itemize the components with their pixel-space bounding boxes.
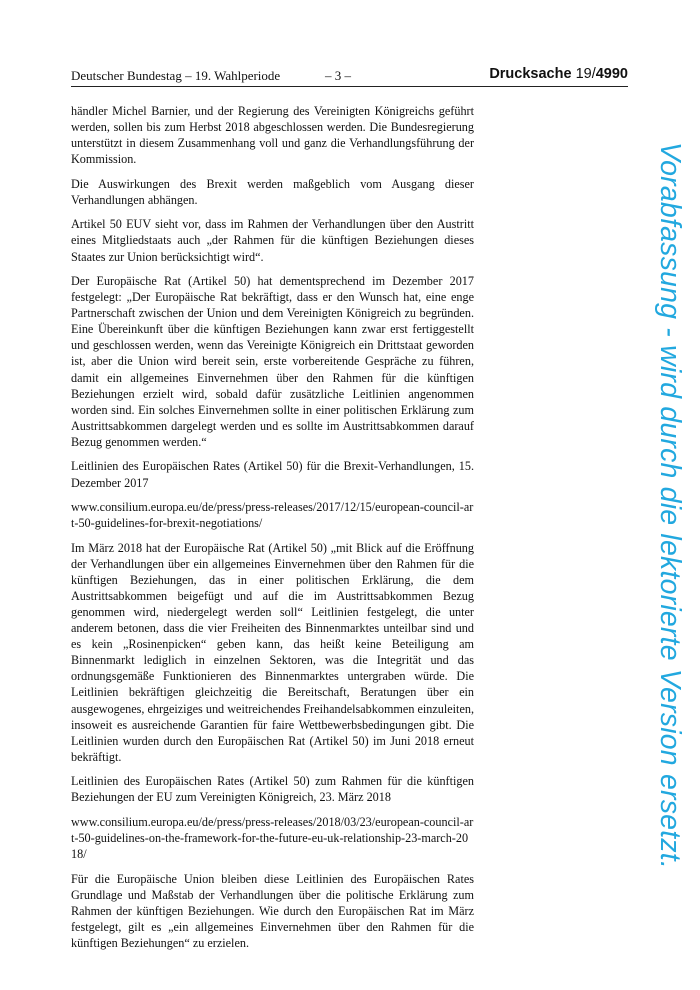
preliminary-version-stamp <box>652 105 688 905</box>
citation: Leitlinien des Europäischen Rates (Artikel 50) für die Brexit-Verhandlungen, 15. Dezember 2017 <box>71 459 474 490</box>
header-doc-label: Drucksache <box>489 66 572 82</box>
header-parliament: Deutscher Bundestag – 19. Wahlperiode <box>71 68 281 83</box>
page-header <box>71 66 628 87</box>
citation-url: www.consilium.europa.eu/de/press/press-releases/2018/03/23/european-council-art-50-guidelines-on-the-framework-for-the-future-eu-uk-relationship-23-march-2018/ <box>71 814 474 862</box>
paragraph: Im März 2018 hat der Europäische Rat (Artikel 50) „mit Blick auf die Eröffnung der Verhandlungen über ein allgemeines Einvernehmen über den Rahmen für die künftigen Beziehungen, das in einer politischen Erklärung, die dem Austrittsabkommen beigefügt und auf die im Austrittsabkommen Bezug genommen wird, niedergelegt werden soll“ Leitlinien festgelegt, die unter anderem betonen, dass die vier Freiheiten des Binnenmarktes unteilbar sind und es kein „Rosinenpicken“ geben kann, das heißt keine Beteiligung am Binnenmarkt lediglich in einzelnen Sektoren, was die Integrität und das ordnungsgemäße Funktionieren des Binnenmarktes untergraben würde. Die Leitlinien bekräftigen gleichzeitig die Bereitschaft, Beratungen über ein ausgewogenes, ehrgeiziges und weitreichendes Freihandelsabkommen einzuleiten, insoweit es ausreichende Garantien für faire Wettbewerbsbedingungen gibt. Die Leitlinien wurden durch den Europäischen Rat (Artikel 50) im Juni 2018 erneut bekräftigt. <box>71 540 474 764</box>
header-page-number: – 3 – <box>325 68 351 83</box>
header-doc-number-a: 19/ <box>575 66 596 82</box>
header-document-number <box>489 66 628 82</box>
body-text <box>71 103 474 959</box>
header-doc-number-b: 4990 <box>595 66 628 82</box>
paragraph: Der Europäische Rat (Artikel 50) hat dementsprechend im Dezember 2017 festgelegt: „Der Europäische Rat bekräftigt, dass er den Wunsch hat, eine enge Partnerschaft zwischen der Union und dem Vereinigten Königreich zu begründen. Eine Übereinkunft über die künftigen Beziehungen kann zwar erst fertiggestellt und geschlossen werden, wenn das Vereinigte Königreich ein Drittstaat geworden ist, aber die Union wird bereit sein, erste vorbereitende Gespräche zu führen, damit ein allgemeines Einvernehmen über den Rahmen für die künftigen Beziehungen erzielt wird, sobald dafür zusätzliche Leitlinien angenommen worden sind. Ein solches Einvernehmen sollte in einer politischen Erklärung zum Austrittsabkommen dargelegt werden und es sollte im Austrittsabkommen darauf Bezug genommen werden.“ <box>71 274 474 449</box>
paragraph: Die Auswirkungen des Brexit werden maßgeblich vom Ausgang dieser Verhandlungen abhängen. <box>71 176 474 207</box>
citation: Leitlinien des Europäischen Rates (Artikel 50) zum Rahmen für die künftigen Beziehungen der EU zum Vereinigten Königreich, 23. März 2018 <box>71 774 474 805</box>
paragraph: Für die Europäische Union bleiben diese Leitlinien des Europäischen Rates Grundlage und Maßstab der Verhandlungen über die politische Erklärung zum Rahmen der künftigen Beziehungen. Wie durch den Europäischen Rat im März festgelegt, gilt es „ein allgemeines Einvernehmen über den Rahmen für die künftigen Beziehungen“ zu erzielen. <box>71 871 474 950</box>
paragraph: Artikel 50 EUV sieht vor, dass im Rahmen der Verhandlungen über den Austritt eines Mitgliedstaats auch „der Rahmen für die künftigen Beziehungen dieses Staates zur Union berücksichtigt wird“. <box>71 217 474 264</box>
paragraph: händler Michel Barnier, und der Regierung des Vereinigten Königreichs geführt werden, sollen bis zum Herbst 2018 abgeschlossen werden. Die Bundesregierung unterstützt in diesem Zusammenhang voll und ganz die Verhandlungsführung der Kommission. <box>71 104 474 167</box>
stamp-text: Vorabfassung - wird durch die lektorierte Version ersetzt. <box>654 141 687 869</box>
citation-url: www.consilium.europa.eu/de/press/press-releases/2017/12/15/european-council-art-50-guidelines-for-brexit-negotiations/ <box>71 500 474 531</box>
